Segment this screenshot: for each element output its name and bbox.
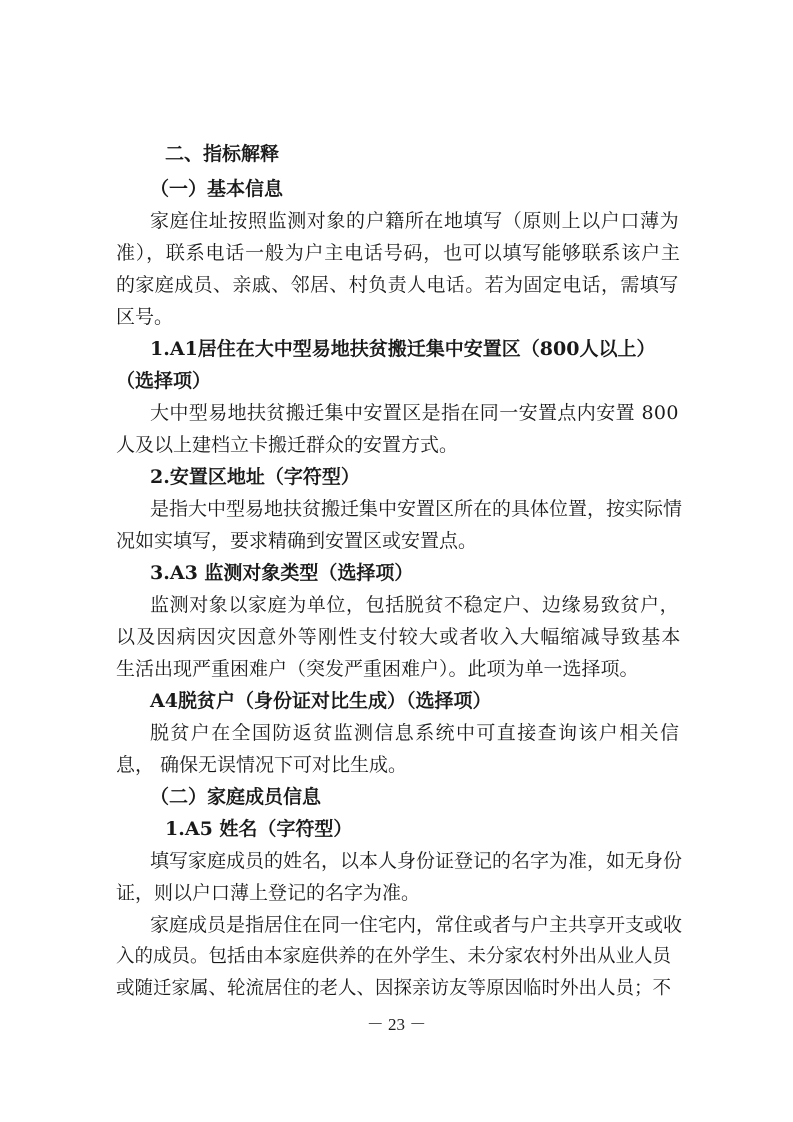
paragraph-line: 是指大中型易地扶贫搬迁集中安置区所在的具体位置，按实际情 — [150, 498, 683, 520]
paragraph-line: 准），联系电话一般为户主电话号码，也可以填写能够联系该户主 — [116, 242, 681, 264]
paragraph-line: 息， 确保无误情况下可对比生成。 — [116, 754, 408, 776]
paragraph-line: 区号。 — [116, 306, 174, 328]
item-heading-a1-continued: （选择项） — [116, 370, 212, 392]
paragraph-line: 或随迁家属、轮流居住的老人、因探亲访友等原因临时外出人员；不 — [116, 978, 672, 999]
subheading-family-members: （二）家庭成员信息 — [150, 786, 322, 808]
item-heading-a3: 3.A3 监测对象类型（选择项） — [150, 562, 414, 584]
paragraph-line: 填写家庭成员的姓名，以本人身份证登记的名字为准，如无身份 — [150, 850, 683, 872]
item-heading-a5: 1.A5 姓名（字符型） — [165, 818, 353, 840]
paragraph-line: 大中型易地扶贫搬迁集中安置区是指在同一安置点内安置 800 — [150, 402, 679, 424]
paragraph-line: 的家庭成员、亲戚、邻居、村负责人电话。若为固定电话，需填写 — [116, 274, 679, 296]
item-heading-address: 2.安置区地址（字符型） — [150, 466, 360, 488]
item-heading-a4: A4脱贫户（身份证对比生成）（选择项） — [150, 690, 492, 712]
paragraph-line: 况如实填写，要求精确到安置区或安置点。 — [116, 530, 478, 552]
section-heading-indicator-explanation: 二、指标解释 — [165, 143, 280, 165]
paragraph-line: 入的成员。包括由本家庭供养的在外学生、未分家农村外出从业人员 — [116, 946, 672, 967]
paragraph-line: 人及以上建档立卡搬迁群众的安置方式。 — [116, 434, 459, 456]
subheading-basic-info: （一）基本信息 — [150, 178, 284, 200]
paragraph-line: 以及因病因灾因意外等刚性支付较大或者收入大幅缩减导致基本 — [116, 626, 682, 648]
item-heading-a1: 1.A1居住在大中型易地扶贫搬迁集中安置区（800人以上） — [150, 338, 656, 360]
paragraph-line: 证，则以户口薄上登记的名字为准。 — [116, 882, 421, 904]
paragraph-line: 脱贫户在全国防返贫监测信息系统中可直接查询该户相关信 — [150, 722, 681, 744]
paragraph-line: 监测对象以家庭为单位，包括脱贫不稳定户、边缘易致贫户， — [150, 594, 680, 616]
page-number: － 23 － — [366, 1015, 427, 1034]
paragraph-line: 家庭成员是指居住在同一住宅内，常住或者与户主共享开支或收 — [150, 914, 683, 936]
paragraph-line: 家庭住址按照监测对象的户籍所在地填写（原则上以户口薄为 — [150, 210, 680, 232]
paragraph-line: 生活出现严重困难户（突发严重困难户）。此项为单一选择项。 — [116, 658, 639, 680]
